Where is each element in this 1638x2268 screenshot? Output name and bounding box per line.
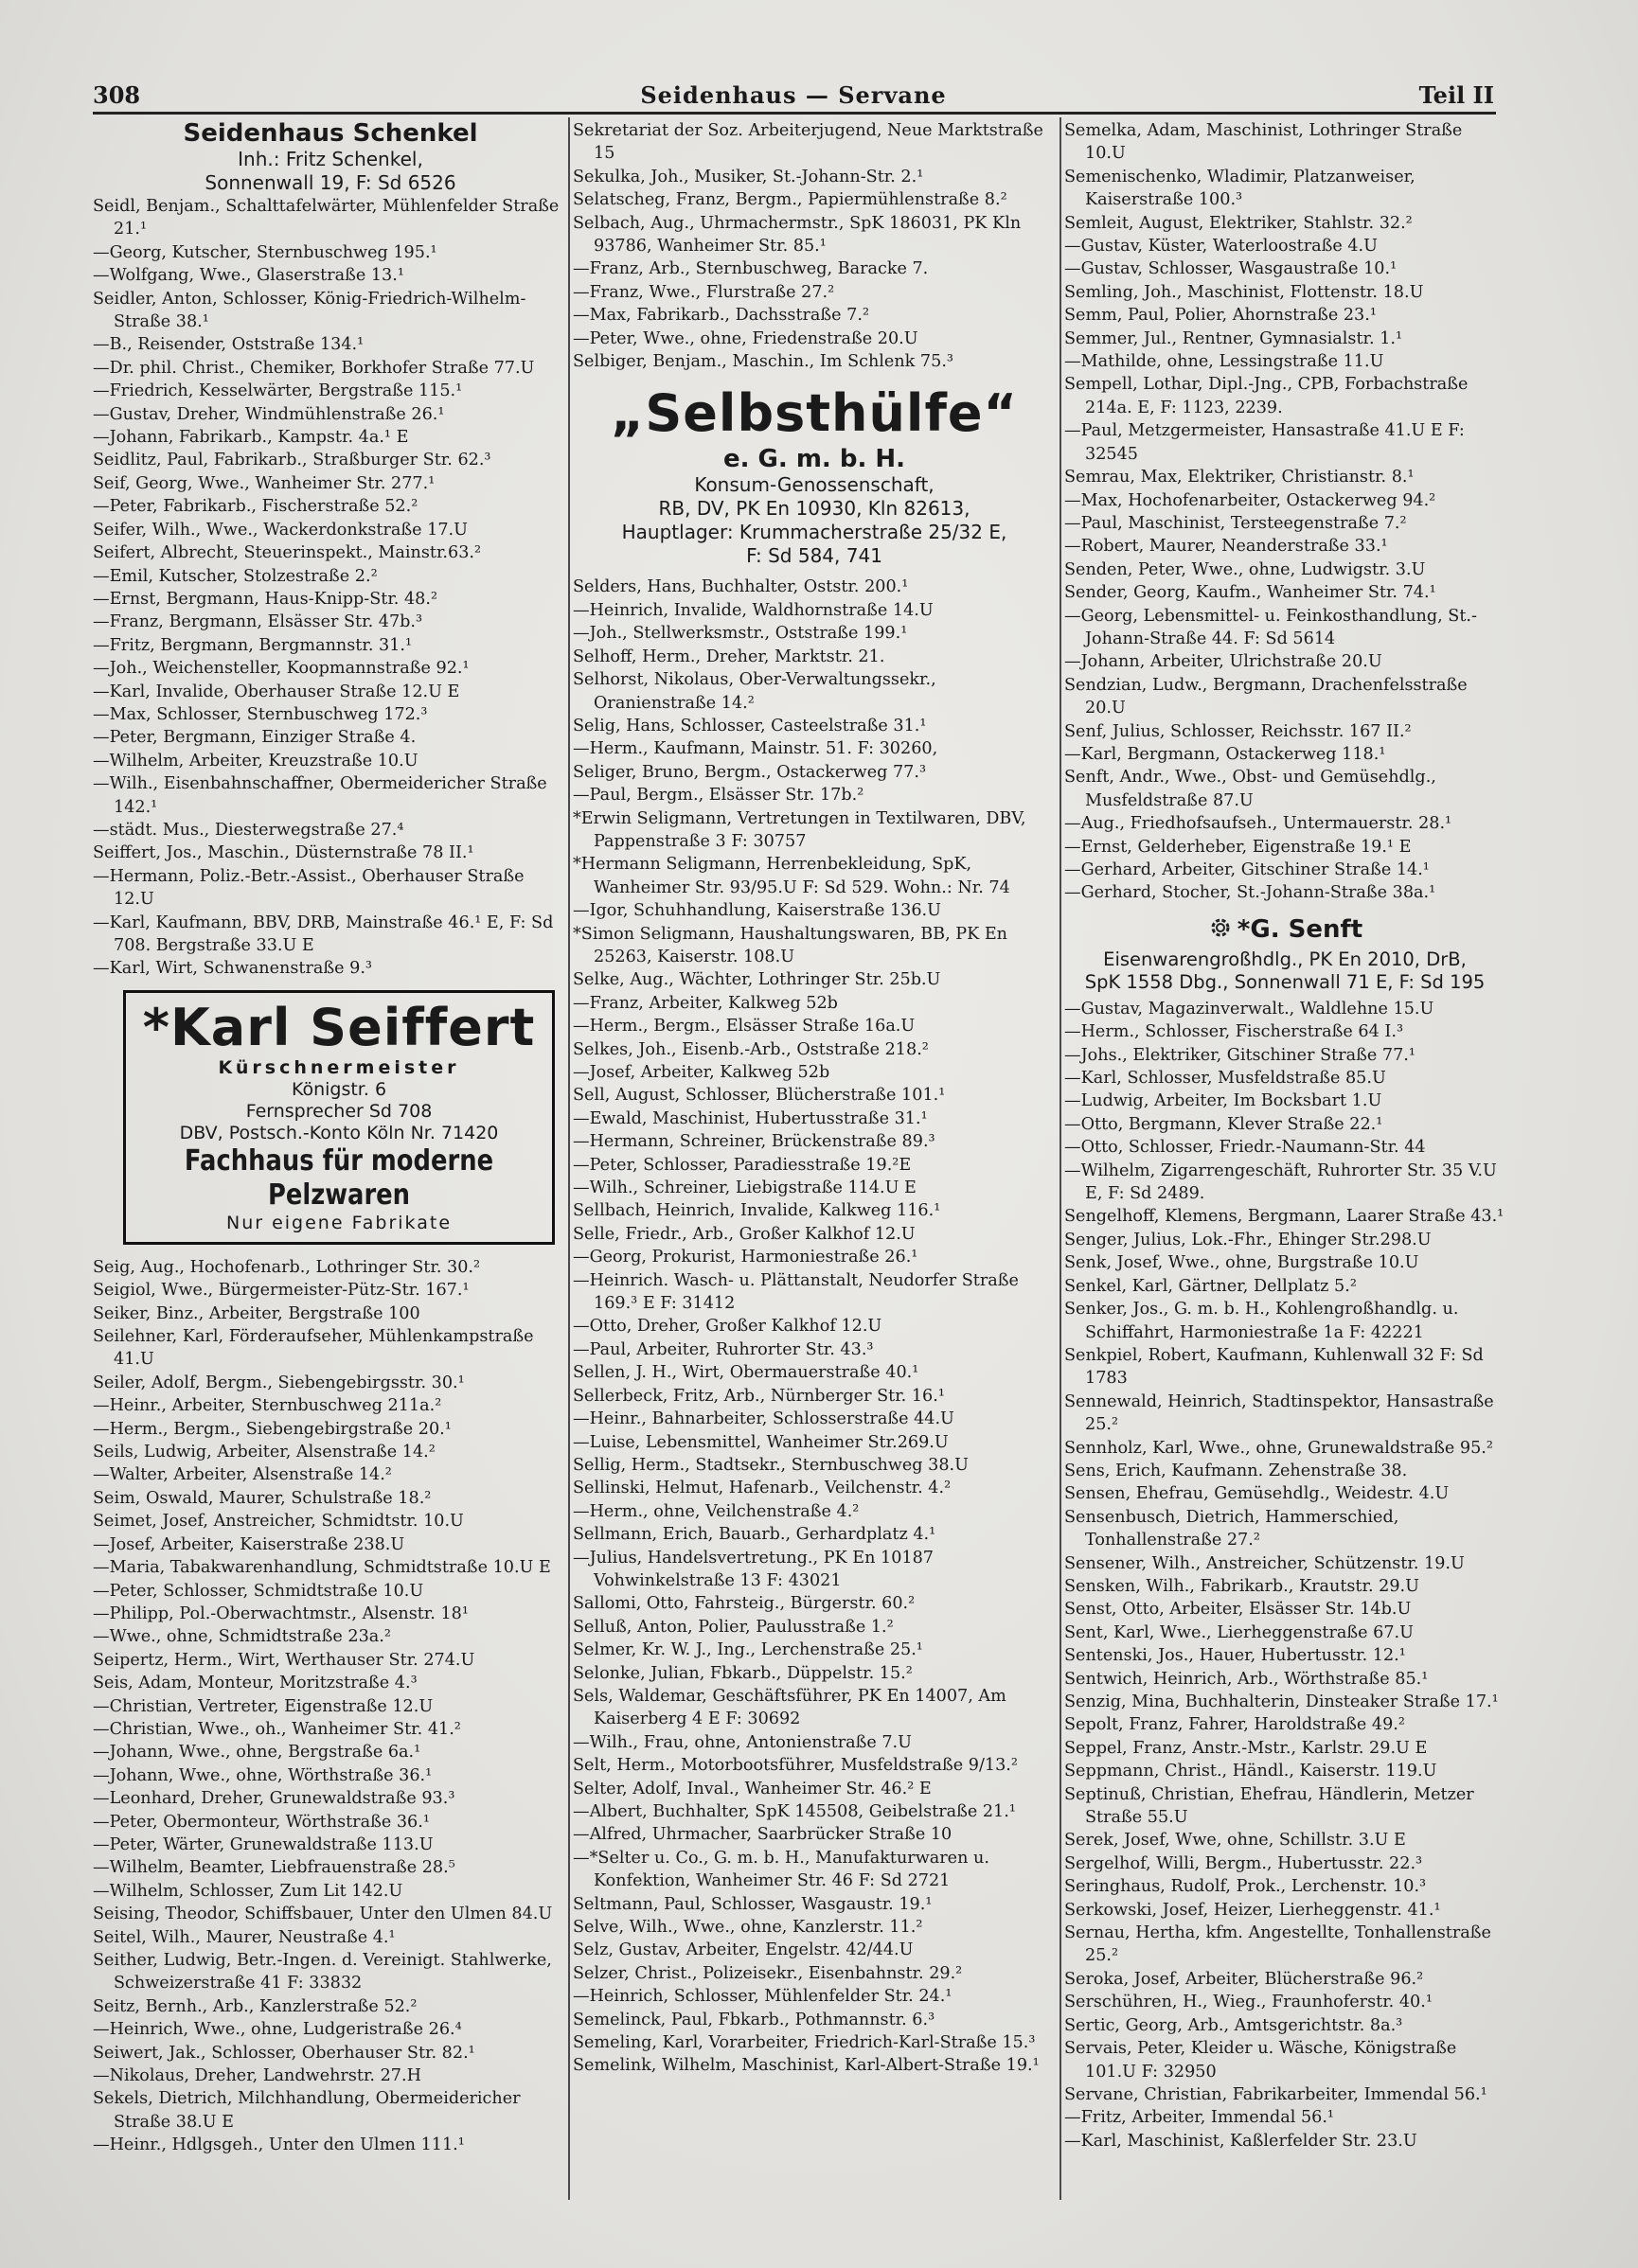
directory-entry: —Paul, Maschinist, Tersteegenstraße 7.² <box>1064 513 1407 533</box>
directory-entry: —Gerhard, Arbeiter, Gitschiner Straße 14.¹ <box>1064 860 1430 879</box>
column-1 <box>93 119 568 2157</box>
directory-entry: —Georg, Prokurist, Harmoniestraße 26.¹ <box>573 1248 918 1267</box>
directory-entry: —Robert, Maurer, Neanderstraße 33.¹ <box>1064 537 1388 557</box>
directory-entry: Servais, Peter, Kleider u. Wäsche, Königstraße 101.U F: 32950 <box>1064 2039 1457 2082</box>
directory-entry: —Gustav, Schlosser, Wasgaustraße 10.¹ <box>1064 259 1398 279</box>
directory-entry: —Emil, Kutscher, Stolzestraße 2.² <box>93 566 378 586</box>
directory-entry: Sempell, Lothar, Dipl.-Jng., CPB, Forbachstraße 214a. E, F: 1123, 2239. <box>1064 375 1469 417</box>
directory-entry: —Herm., Schlosser, Fischerstraße 64 I.³ <box>1064 1022 1404 1042</box>
directory-entry: —Herm., ohne, Veilchenstraße 4.² <box>573 1501 860 1521</box>
directory-entry: Sallomi, Otto, Fahrsteig., Bürgerstr. 60.² <box>573 1594 916 1614</box>
directory-entry: —Ernst, Bergmann, Haus-Knipp-Str. 48.² <box>93 589 438 609</box>
entry-list <box>1064 998 1505 2153</box>
directory-entry: Sender, Georg, Kaufm., Wanheimer Str. 74.¹ <box>1064 583 1436 603</box>
directory-entry: Selt, Herm., Motorbootsführer, Musfeldstraße 9/13.² <box>573 1756 1018 1776</box>
ad-slogan: Fachhaus für moderne Pelzwaren <box>184 1143 494 1212</box>
directory-entry: Seltmann, Paul, Schlosser, Wasgaustr. 19.¹ <box>573 1894 933 1914</box>
directory-entry: Selatscheg, Franz, Bergm., Papiermühlenstraße 8.² <box>573 190 1007 210</box>
directory-entry: —Karl, Invalide, Oberhauser Straße 12.U E <box>93 682 460 701</box>
directory-entry: Senkpiel, Robert, Kaufmann, Kuhlenwall 32 F: Sd 1783 <box>1064 1345 1484 1389</box>
directory-entry: —Wilhelm, Zigarrengeschäft, Ruhrorter Str. 35 V.U E, F: Sd 2489. <box>1064 1161 1497 1204</box>
directory-entry: Selzer, Christ., Polizeisekr., Eisenbahnstr. 29.² <box>573 1963 963 1983</box>
directory-entry: —Ernst, Gelderheber, Eigenstraße 19.¹ E <box>1064 837 1412 857</box>
directory-entry: Selz, Gustav, Arbeiter, Engelstr. 42/44.U <box>573 1940 914 1960</box>
directory-entry: —Wilh., Frau, ohne, Antonienstraße 7.U <box>573 1732 912 1752</box>
ad-form: e. G. m. b. H. <box>722 445 906 474</box>
ad-g-senft <box>1064 914 1505 994</box>
directory-entry: Selke, Aug., Wächter, Lothringer Str. 25b.U <box>573 970 941 990</box>
directory-entry: —Wolfgang, Wwe., Glaserstraße 13.¹ <box>93 266 404 286</box>
directory-entry: Selter, Adolf, Inval., Wanheimer Str. 46.² E <box>573 1779 932 1798</box>
directory-entry: Selbach, Aug., Uhrmachermstr., SpK 186031, PK Kln 93786, Wanheimer Str. 85.¹ <box>573 213 1022 257</box>
directory-entry: —Karl, Wirt, Schwanenstraße 9.³ <box>93 959 372 979</box>
directory-entry: Seiler, Adolf, Bergm., Siebengebirgsstr. 30.¹ <box>93 1373 465 1392</box>
directory-entry: —Karl, Bergmann, Ostackerweg 118.¹ <box>1064 744 1386 764</box>
directory-entry: Sensener, Wilh., Anstreicher, Schützenstr. 19.U <box>1064 1553 1465 1573</box>
directory-entry: Selluß, Anton, Polier, Paulusstraße 1.² <box>573 1617 894 1637</box>
directory-entry: Sertic, Georg, Arb., Amtsgerichtstr. 8a.³ <box>1064 2015 1403 2035</box>
directory-entry: Sentwich, Heinrich, Arb., Wörthstraße 85.¹ <box>1064 1669 1429 1689</box>
directory-entry: *Erwin Seligmann, Vertretungen in Textilwaren, DBV, Pappenstraße 3 F: 30757 <box>573 808 1026 851</box>
ad-title: Seidenhaus Schenkel <box>183 119 478 148</box>
directory-entry: —Wilh., Eisenbahnschaffner, Obermeidericher Straße 142.¹ <box>93 774 547 817</box>
directory-entry: Serek, Josef, Wwe, ohne, Schillstr. 3.U E <box>1064 1831 1406 1851</box>
directory-entry: Sensen, Ehefrau, Gemüsehdlg., Weidestr. 4.U <box>1064 1484 1450 1504</box>
directory-entry: —Igor, Schuhhandlung, Kaiserstraße 136.U <box>573 901 941 921</box>
directory-entry: Semelka, Adam, Maschinist, Lothringer Straße 10.U <box>1064 121 1463 164</box>
directory-entry: —B., Reisender, Oststraße 134.¹ <box>93 335 365 355</box>
directory-entry: —Christian, Wwe., oh., Wanheimer Str. 41.² <box>93 1719 461 1739</box>
directory-entry: Servane, Christian, Fabrikarbeiter, Immendal 56.¹ <box>1064 2084 1487 2104</box>
directory-entry: —Gerhard, Stocher, St.-Johann-Straße 38a.¹ <box>1064 883 1436 903</box>
directory-entry: Semm, Paul, Polier, Ahornstraße 23.¹ <box>1064 306 1377 326</box>
ad-address: Sonnenwall 19, F: Sd 6526 <box>205 171 456 194</box>
directory-entry: Seis, Adam, Monteur, Moritzstraße 4.³ <box>93 1674 418 1693</box>
ad-street: Königstr. 6 <box>291 1078 387 1100</box>
part-label: Teil II <box>1418 81 1494 109</box>
directory-entry: Sernau, Hertha, kfm. Angestellte, Tonhallenstraße 25.² <box>1064 1923 1491 1966</box>
directory-entry: —Luise, Lebensmittel, Wanheimer Str.269.U <box>573 1432 949 1452</box>
directory-entry: —Fritz, Bergmann, Bergmannstr. 31.¹ <box>93 635 413 655</box>
directory-entry: —Josef, Arbeiter, Kaiserstraße 238.U <box>93 1534 405 1554</box>
directory-entry: —Joh., Stellwerksmstr., Oststraße 199.¹ <box>573 624 908 644</box>
directory-entry: —Johann, Wwe., ohne, Wörthstraße 36.¹ <box>93 1765 433 1785</box>
directory-entry: Selonke, Julian, Fbkarb., Düppelstr. 15.² <box>573 1663 913 1683</box>
directory-entry: Selle, Friedr., Arb., Großer Kalkhof 12.U <box>573 1224 916 1244</box>
directory-entry: Senf, Julius, Schlosser, Reichsstr. 167 II.² <box>1064 721 1412 741</box>
directory-entry: Seidl, Benjam., Schalttafelwärter, Mühlenfelder Straße 21.¹ <box>93 197 560 239</box>
directory-entry: Seiker, Binz., Arbeiter, Bergstraße 100 <box>93 1303 420 1323</box>
directory-entry: —Gustav, Dreher, Windmühlenstraße 26.¹ <box>93 404 445 424</box>
directory-entry: —Karl, Kaufmann, BBV, DRB, Mainstraße 46.¹ E, F: Sd 708. Bergstraße 33.U E <box>93 913 554 955</box>
directory-entry: Seppel, Franz, Anstr.-Mstr., Karlstr. 29.U E <box>1064 1738 1428 1758</box>
directory-entry: —Peter, Schlosser, Paradiesstraße 19.²E <box>573 1155 912 1175</box>
directory-entry: —Otto, Dreher, Großer Kalkhof 12.U <box>573 1317 882 1337</box>
directory-entry: Serkowski, Josef, Heizer, Lierheggenstr. 41.¹ <box>1064 1900 1441 1920</box>
directory-entry: Sergelhof, Willi, Bergm., Hubertusstr. 22.³ <box>1064 1853 1423 1873</box>
directory-entry: —Gustav, Küster, Waterloostraße 4.U <box>1064 237 1378 257</box>
directory-entry: Seilehner, Karl, Förderaufseher, Mühlenkampstraße 41.U <box>93 1327 534 1370</box>
directory-entry: Seringhaus, Rudolf, Prok., Lerchenstr. 10.³ <box>1064 1877 1427 1897</box>
directory-entry: —Otto, Schlosser, Friedr.-Naumann-Str. 44 <box>1064 1138 1426 1158</box>
directory-entry: Sellen, J. H., Wirt, Obermauerstraße 40.¹ <box>573 1363 919 1383</box>
directory-entry: —Franz, Bergmann, Elsässer Str. 47b.³ <box>93 612 423 632</box>
directory-entry: —Philipp, Pol.-Oberwachtmstr., Alsenstr. 18¹ <box>93 1604 469 1623</box>
ad-trade: Kürschnermeister <box>218 1056 460 1078</box>
directory-entry: —Heinr., Bahnarbeiter, Schlosserstraße 44.U <box>573 1409 954 1429</box>
ad-owner: Inh.: Fritz Schenkel, <box>238 148 423 170</box>
directory-entry: —Heinrich, Invalide, Waldhornstraße 14.U <box>573 600 934 620</box>
directory-entry: Sepolt, Franz, Fahrer, Haroldstraße 49.² <box>1064 1715 1405 1735</box>
directory-entry: —Josef, Arbeiter, Kalkweg 52b <box>573 1063 830 1082</box>
directory-entry: —Heinrich. Wasch- u. Plättanstalt, Neudorfer Straße 169.³ E F: 31412 <box>573 1270 1019 1314</box>
directory-entry: —Otto, Bergmann, Klever Straße 22.¹ <box>1064 1114 1383 1134</box>
directory-entry: —Peter, Wärter, Grunewaldstraße 113.U <box>93 1834 434 1854</box>
directory-entry: Senker, Jos., G. m. b. H., Kohlengroßhandlg. u. Schiffahrt, Harmoniestraße 1a F: 42221 <box>1064 1300 1459 1342</box>
directory-entry: —Georg, Kutscher, Sternbuschweg 195.¹ <box>93 242 437 262</box>
directory-entry: Sennewald, Heinrich, Stadtinspektor, Hansastraße 25.² <box>1064 1391 1494 1435</box>
directory-entry: —Franz, Arbeiter, Kalkweg 52b <box>573 993 838 1013</box>
ad-accounts: RB, DV, PK En 10930, Kln 82613, <box>658 497 970 521</box>
directory-entry: Semleit, August, Elektriker, Stahlstr. 32.² <box>1064 213 1413 233</box>
directory-entry: —Hermann, Schreiner, Brückenstraße 89.³ <box>573 1132 935 1152</box>
directory-entry: —Peter, Wwe., ohne, Friedenstraße 20.U <box>573 328 918 348</box>
directory-entry: Septinuß, Christian, Ehefrau, Händlerin, Metzer Straße 55.U <box>1064 1784 1474 1828</box>
column-divider <box>568 117 570 2200</box>
directory-entry: *Hermann Seligmann, Herrenbekleidung, SpK, Wanheimer Str. 93/95.U F: Sd 529. Wohn.: Nr. 74 <box>573 855 1010 897</box>
directory-entry: Seig, Aug., Hochofenarb., Lothringer Str. 30.² <box>93 1257 481 1277</box>
directory-entry: Seipertz, Herm., Wirt, Werthauser Str. 274.U <box>93 1650 475 1670</box>
directory-entry: —Julius, Handelsvertretung., PK En 10187 Vohwinkelstraße 13 F: 43021 <box>573 1548 935 1590</box>
directory-entry: Semmer, Jul., Rentner, Gymnasialstr. 1.¹ <box>1064 328 1403 348</box>
directory-entry: Sentenski, Jos., Hauer, Hubertusstr. 12.¹ <box>1064 1646 1406 1666</box>
directory-entry: —Karl, Schlosser, Musfeldstraße 85.U <box>1064 1069 1386 1089</box>
column-2 <box>573 119 1056 2078</box>
directory-entry: —Johann, Fabrikarb., Kampstr. 4a.¹ E <box>93 428 409 448</box>
directory-entry: —Mathilde, ohne, Lessingstraße 11.U <box>1064 352 1384 372</box>
directory-entry: —Wilhelm, Arbeiter, Kreuzstraße 10.U <box>93 751 418 771</box>
ad-heading <box>1064 914 1505 948</box>
directory-entry: —Leonhard, Dreher, Grunewaldstraße 93.³ <box>93 1789 455 1809</box>
directory-entry: Selkes, Joh., Eisenb.-Arb., Oststraße 218.² <box>573 1039 929 1059</box>
directory-entry: —Karl, Maschinist, Kaßlerfelder Str. 23.U <box>1064 2131 1417 2151</box>
directory-entry: Seidlitz, Paul, Fabrikarb., Straßburger Str. 62.³ <box>93 451 491 470</box>
entry-list <box>1064 119 1505 905</box>
ad-selbsthuelfe <box>573 382 1056 568</box>
entry-list <box>573 576 1056 2077</box>
directory-entry: Senger, Julius, Lok.-Fhr., Ehinger Str.298.U <box>1064 1230 1432 1249</box>
directory-entry: Sensken, Wilh., Fabrikarb., Krautstr. 29.U <box>1064 1576 1419 1596</box>
header-rule <box>93 112 1496 115</box>
directory-entry: Senst, Otto, Arbeiter, Elsässer Str. 14b.U <box>1064 1600 1412 1620</box>
entry-list <box>573 119 1056 373</box>
ad-phone: F: Sd 584, 741 <box>746 544 882 568</box>
directory-entry: Sellmann, Erich, Bauarb., Gerhardplatz 4.¹ <box>573 1525 936 1545</box>
ad-phone: Fernsprecher Sd 708 <box>245 1100 433 1122</box>
directory-entry: —Aug., Friedhofsaufseh., Untermauerstr. 28.¹ <box>1064 814 1452 834</box>
entry-list <box>93 195 568 981</box>
directory-entry: Seither, Ludwig, Betr.-Ingen. d. Vereinigt. Stahlwerke, Schweizerstraße 41 F: 33832 <box>93 1951 552 1993</box>
directory-entry: —Friedrich, Kesselwärter, Bergstraße 115.¹ <box>93 381 463 401</box>
directory-entry: Seim, Oswald, Maurer, Schulstraße 18.² <box>93 1488 432 1508</box>
directory-entry: Seppmann, Christ., Händl., Kaiserstr. 119.U <box>1064 1762 1437 1781</box>
directory-entry: —Hermann, Poliz.-Betr.-Assist., Oberhauser Straße 12.U <box>93 866 525 910</box>
directory-entry: Seiwert, Jak., Schlosser, Oberhauser Str. 82.¹ <box>93 2043 475 2063</box>
directory-entry: Sellbach, Heinrich, Invalide, Kalkweg 116.¹ <box>573 1201 941 1221</box>
directory-entry: Selbiger, Benjam., Maschin., Im Schlenk 75.³ <box>573 352 953 372</box>
entry-list <box>93 1256 568 2157</box>
directory-entry: Selhoff, Herm., Dreher, Marktstr. 21. <box>573 647 885 666</box>
directory-entry: —Wilh., Schreiner, Liebigstraße 114.U E <box>573 1178 917 1198</box>
directory-entry: —Peter, Fabrikarb., Fischerstraße 52.² <box>93 497 418 517</box>
directory-entry: —Johs., Elektriker, Gitschiner Straße 77.¹ <box>1064 1045 1415 1065</box>
directory-entry: —Johann, Wwe., ohne, Bergstraße 6a.¹ <box>93 1743 421 1763</box>
directory-entry: —Heinrich, Schlosser, Mühlenfelder Str. 24.¹ <box>573 1987 953 2007</box>
directory-entry: Seigiol, Wwe., Bürgermeister-Pütz-Str. 167.¹ <box>93 1281 470 1301</box>
directory-entry: Semelinck, Paul, Fbkarb., Pothmannstr. 6.³ <box>573 2010 935 2029</box>
directory-entry: Sell, August, Schlosser, Blücherstraße 101.¹ <box>573 1086 946 1106</box>
directory-entry: Sens, Erich, Kaufmann. Zehenstraße 38. <box>1064 1461 1408 1480</box>
column-divider <box>1059 117 1061 2200</box>
directory-entry: —Heinr., Hdlgsgeh., Unter den Ulmen 111.¹ <box>93 2135 465 2155</box>
directory-entry: —städt. Mus., Diesterwegstraße 27.⁴ <box>93 820 404 840</box>
directory-entry: —Wilhelm, Beamter, Liebfrauenstraße 28.⁵ <box>93 1858 455 1878</box>
ad-seidenhaus-schenkel <box>93 119 568 195</box>
directory-entry: —Franz, Wwe., Flurstraße 27.² <box>573 282 835 302</box>
directory-entry: —Heinrich, Wwe., ohne, Ludgeristraße 26.⁴ <box>93 2020 462 2040</box>
directory-entry: Selhorst, Nikolaus, Ober-Verwaltungssekr., Oranienstraße 14.² <box>573 670 936 713</box>
running-head: Seidenhaus — Servane <box>640 81 947 109</box>
directory-entry: Seiffert, Jos., Maschin., Düsternstraße 78 II.¹ <box>93 843 474 863</box>
directory-entry: Seidler, Anton, Schlosser, König-Friedrich-Wilhelm-Straße 38.¹ <box>93 289 526 332</box>
directory-entry: Selig, Hans, Schlosser, Casteelstraße 31.¹ <box>573 716 927 735</box>
ad-name: *Karl Seiffert <box>142 997 536 1057</box>
directory-entry: —Herm., Bergm., Siebengebirgstraße 20.¹ <box>93 1419 452 1439</box>
directory-entry: —Herm., Kaufmann, Mainstr. 51. F: 30260, <box>573 739 938 759</box>
directory-entry: Senzig, Mina, Buchhalterin, Dinsteaker Straße 17.¹ <box>1064 1692 1499 1711</box>
directory-entry: Selve, Wilh., Wwe., ohne, Kanzlerstr. 11.² <box>573 1918 923 1938</box>
ad-karl-seiffert <box>123 990 555 1245</box>
directory-entry: Seimet, Josef, Anstreicher, Schmidtstr. 10.U <box>93 1512 464 1532</box>
directory-entry: Seroka, Josef, Arbeiter, Blücherstraße 96.² <box>1064 1969 1424 1989</box>
directory-entry: —Johann, Arbeiter, Ulrichstraße 20.U <box>1064 652 1382 672</box>
directory-entry: Selmer, Kr. W. J., Ing., Lerchenstraße 25.¹ <box>573 1640 923 1660</box>
ad-warehouse: Hauptlager: Krummacherstraße 25/32 E, <box>621 521 1007 544</box>
directory-entry: Seitz, Bernh., Arb., Kanzlerstraße 52.² <box>93 1996 418 2016</box>
directory-entry: Semling, Joh., Maschinist, Flottenstr. 18.U <box>1064 282 1424 302</box>
directory-entry: —Paul, Bergm., Elsässer Str. 17b.² <box>573 786 864 806</box>
directory-entry: Seitel, Wilh., Maurer, Neustraße 4.¹ <box>93 1927 396 1947</box>
column-3 <box>1064 119 1505 2153</box>
directory-entry: Senk, Josef, Wwe., ohne, Burgstraße 10.U <box>1064 1253 1419 1273</box>
directory-entry: *Simon Seligmann, Haushaltungswaren, BB, PK En 25263, Kaiserstr. 108.U <box>573 924 1008 966</box>
page-header <box>93 81 1494 114</box>
directory-entry: Sellig, Herm., Stadtsekr., Sternbuschweg 38.U <box>573 1455 969 1475</box>
directory-entry: —Wwe., ohne, Schmidtstraße 23a.² <box>93 1627 391 1647</box>
ad-note: Nur eigene Fabrikate <box>225 1212 453 1233</box>
directory-entry: —Alfred, Uhrmacher, Saarbrücker Straße 10 <box>573 1825 953 1845</box>
directory-entry: —Max, Hochofenarbeiter, Ostackerweg 94.² <box>1064 490 1436 510</box>
directory-entry: —Max, Fabrikarb., Dachsstraße 7.² <box>573 306 870 326</box>
directory-entry: Sennholz, Karl, Wwe., ohne, Grunewaldstraße 95.² <box>1064 1438 1493 1458</box>
directory-entry: Sekels, Dietrich, Milchhandlung, Obermeidericher Straße 38.U E <box>93 2089 521 2132</box>
directory-entry: Sels, Waldemar, Geschäftsführer, PK En 14007, Am Kaiserberg 4 E F: 30692 <box>573 1686 1006 1729</box>
directory-entry: —*Selter u. Co., G. m. b. H., Manufakturwaren u. Konfektion, Wanheimer Str. 46 F: Sd 2721 <box>573 1848 989 1891</box>
directory-entry: Sengelhoff, Klemens, Bergmann, Laarer Straße 43.¹ <box>1064 1207 1504 1227</box>
directory-entry: Sellinski, Helmut, Hafenarb., Veilchenstr. 4.² <box>573 1479 952 1498</box>
directory-entry: Seising, Theodor, Schiffsbauer, Unter den Ulmen 84.U <box>93 1905 553 1924</box>
directory-entry: —Max, Schlosser, Sternbuschweg 172.³ <box>93 704 428 724</box>
directory-entry: Semrau, Max, Elektriker, Christianstr. 8.¹ <box>1064 468 1415 487</box>
directory-entry: —Wilhelm, Schlosser, Zum Lit 142.U <box>93 1881 403 1901</box>
directory-entry: —Ewald, Maschinist, Hubertusstraße 31.¹ <box>573 1108 928 1128</box>
directory-entry: Sent, Karl, Wwe., Lierheggenstraße 67.U <box>1064 1622 1414 1642</box>
directory-entry: —Peter, Obermonteur, Wörthstraße 36.¹ <box>93 1812 430 1832</box>
directory-entry: Semeling, Karl, Vorarbeiter, Friedrich-Karl-Straße 15.³ <box>573 2033 1036 2053</box>
directory-entry: Sekulka, Joh., Musiker, St.-Johann-Str. 2.¹ <box>573 167 924 186</box>
directory-entry: Sekretariat der Soz. Arbeiterjugend, Neue Marktstraße 15 <box>573 121 1043 164</box>
ad-bank: DBV, Postsch.-Konto Köln Nr. 71420 <box>179 1122 499 1143</box>
directory-entry: —Christian, Vertreter, Eigenstraße 12.U <box>93 1696 434 1716</box>
directory-entry: Serschühren, H., Wieg., Fraunhoferstr. 40.¹ <box>1064 1993 1433 2012</box>
directory-entry: —Ludwig, Arbeiter, Im Bocksbart 1.U <box>1064 1091 1382 1111</box>
page-number: 308 <box>93 81 141 109</box>
directory-entry: Selders, Hans, Buchhalter, Oststr. 200.¹ <box>573 577 909 597</box>
ad-line-2: SpK 1558 Dbg., Sonnenwall 71 E, F: Sd 195 <box>1084 970 1486 993</box>
directory-entry: Semelink, Wilhelm, Maschinist, Karl-Albert-Straße 19.¹ <box>573 2056 1040 2076</box>
directory-entry: Senft, Andr., Wwe., Obst- und Gemüsehdlg., Musfeldstraße 87.U <box>1064 768 1436 810</box>
directory-entry: Seils, Ludwig, Arbeiter, Alsenstraße 14.² <box>93 1443 436 1462</box>
directory-entry: —Peter, Bergmann, Einziger Straße 4. <box>93 728 417 748</box>
ad-type: Konsum-Genossenschaft, <box>694 473 935 497</box>
directory-entry: Senkel, Karl, Gärtner, Dellplatz 5.² <box>1064 1276 1357 1296</box>
directory-entry: —Albert, Buchhalter, SpK 145508, Geibelstraße 21.¹ <box>573 1802 1016 1821</box>
directory-entry: Seif, Georg, Wwe., Wanheimer Str. 277.¹ <box>93 473 436 493</box>
directory-entry: —Georg, Lebensmittel- u. Feinkosthandlung, St.-Johann-Straße 44. F: Sd 5614 <box>1064 606 1477 648</box>
directory-entry: —Paul, Metzgermeister, Hansastraße 41.U E F: 32545 <box>1064 421 1465 464</box>
directory-entry: —Franz, Arb., Sternbuschweg, Baracke 7. <box>573 259 929 279</box>
directory-entry: Seifert, Albrecht, Steuerinspekt., Mainstr.63.² <box>93 543 482 563</box>
directory-entry: Semenischenko, Wladimir, Platzanweiser, Kaiserstraße 100.³ <box>1064 167 1415 210</box>
directory-entry: Sellerbeck, Fritz, Arb., Nürnberger Str. 16.¹ <box>573 1386 945 1406</box>
directory-entry: —Nikolaus, Dreher, Landwehrstr. 27.H <box>93 2066 421 2086</box>
directory-entry: —Walter, Arbeiter, Alsenstraße 14.² <box>93 1465 392 1485</box>
ad-line-1: Eisenwarengroßhdlg., PK En 2010, DrB, <box>1103 948 1467 970</box>
directory-entry: —Gustav, Magazinverwalt., Waldlehne 15.U <box>1064 999 1434 1019</box>
ad-name: *G. Senft <box>1237 914 1363 944</box>
directory-entry: Sendzian, Ludw., Bergmann, Drachenfelsstraße 20.U <box>1064 675 1468 718</box>
directory-entry: —Heinr., Arbeiter, Sternbuschweg 211a.² <box>93 1396 442 1416</box>
directory-entry: Seliger, Bruno, Bergm., Ostackerweg 77.³ <box>573 762 927 782</box>
directory-entry: Senden, Peter, Wwe., ohne, Ludwigstr. 3.U <box>1064 559 1426 579</box>
directory-entry: —Fritz, Arbeiter, Immendal 56.¹ <box>1064 2108 1334 2128</box>
directory-entry: —Maria, Tabakwarenhandlung, Schmidtstraße 10.U E <box>93 1558 551 1578</box>
directory-entry: Sensenbusch, Dietrich, Hammerschied, Tonhallenstraße 27.² <box>1064 1507 1399 1550</box>
directory-entry: —Paul, Arbeiter, Ruhrorter Str. 43.³ <box>573 1339 874 1359</box>
directory-entry: —Dr. phil. Christ., Chemiker, Borkhofer Straße 77.U <box>93 358 535 378</box>
directory-entry: —Peter, Schlosser, Schmidtstraße 10.U <box>93 1581 424 1601</box>
ad-name: „Selbsthülfe“ <box>610 383 1019 444</box>
directory-entry: Seifer, Wilh., Wwe., Wackerdonkstraße 17.U <box>93 520 468 540</box>
directory-entry: —Herm., Bergm., Elsässer Straße 16a.U <box>573 1017 916 1037</box>
gear-icon <box>1207 914 1234 948</box>
directory-entry: —Joh., Weichensteller, Koopmannstraße 92.¹ <box>93 659 470 679</box>
